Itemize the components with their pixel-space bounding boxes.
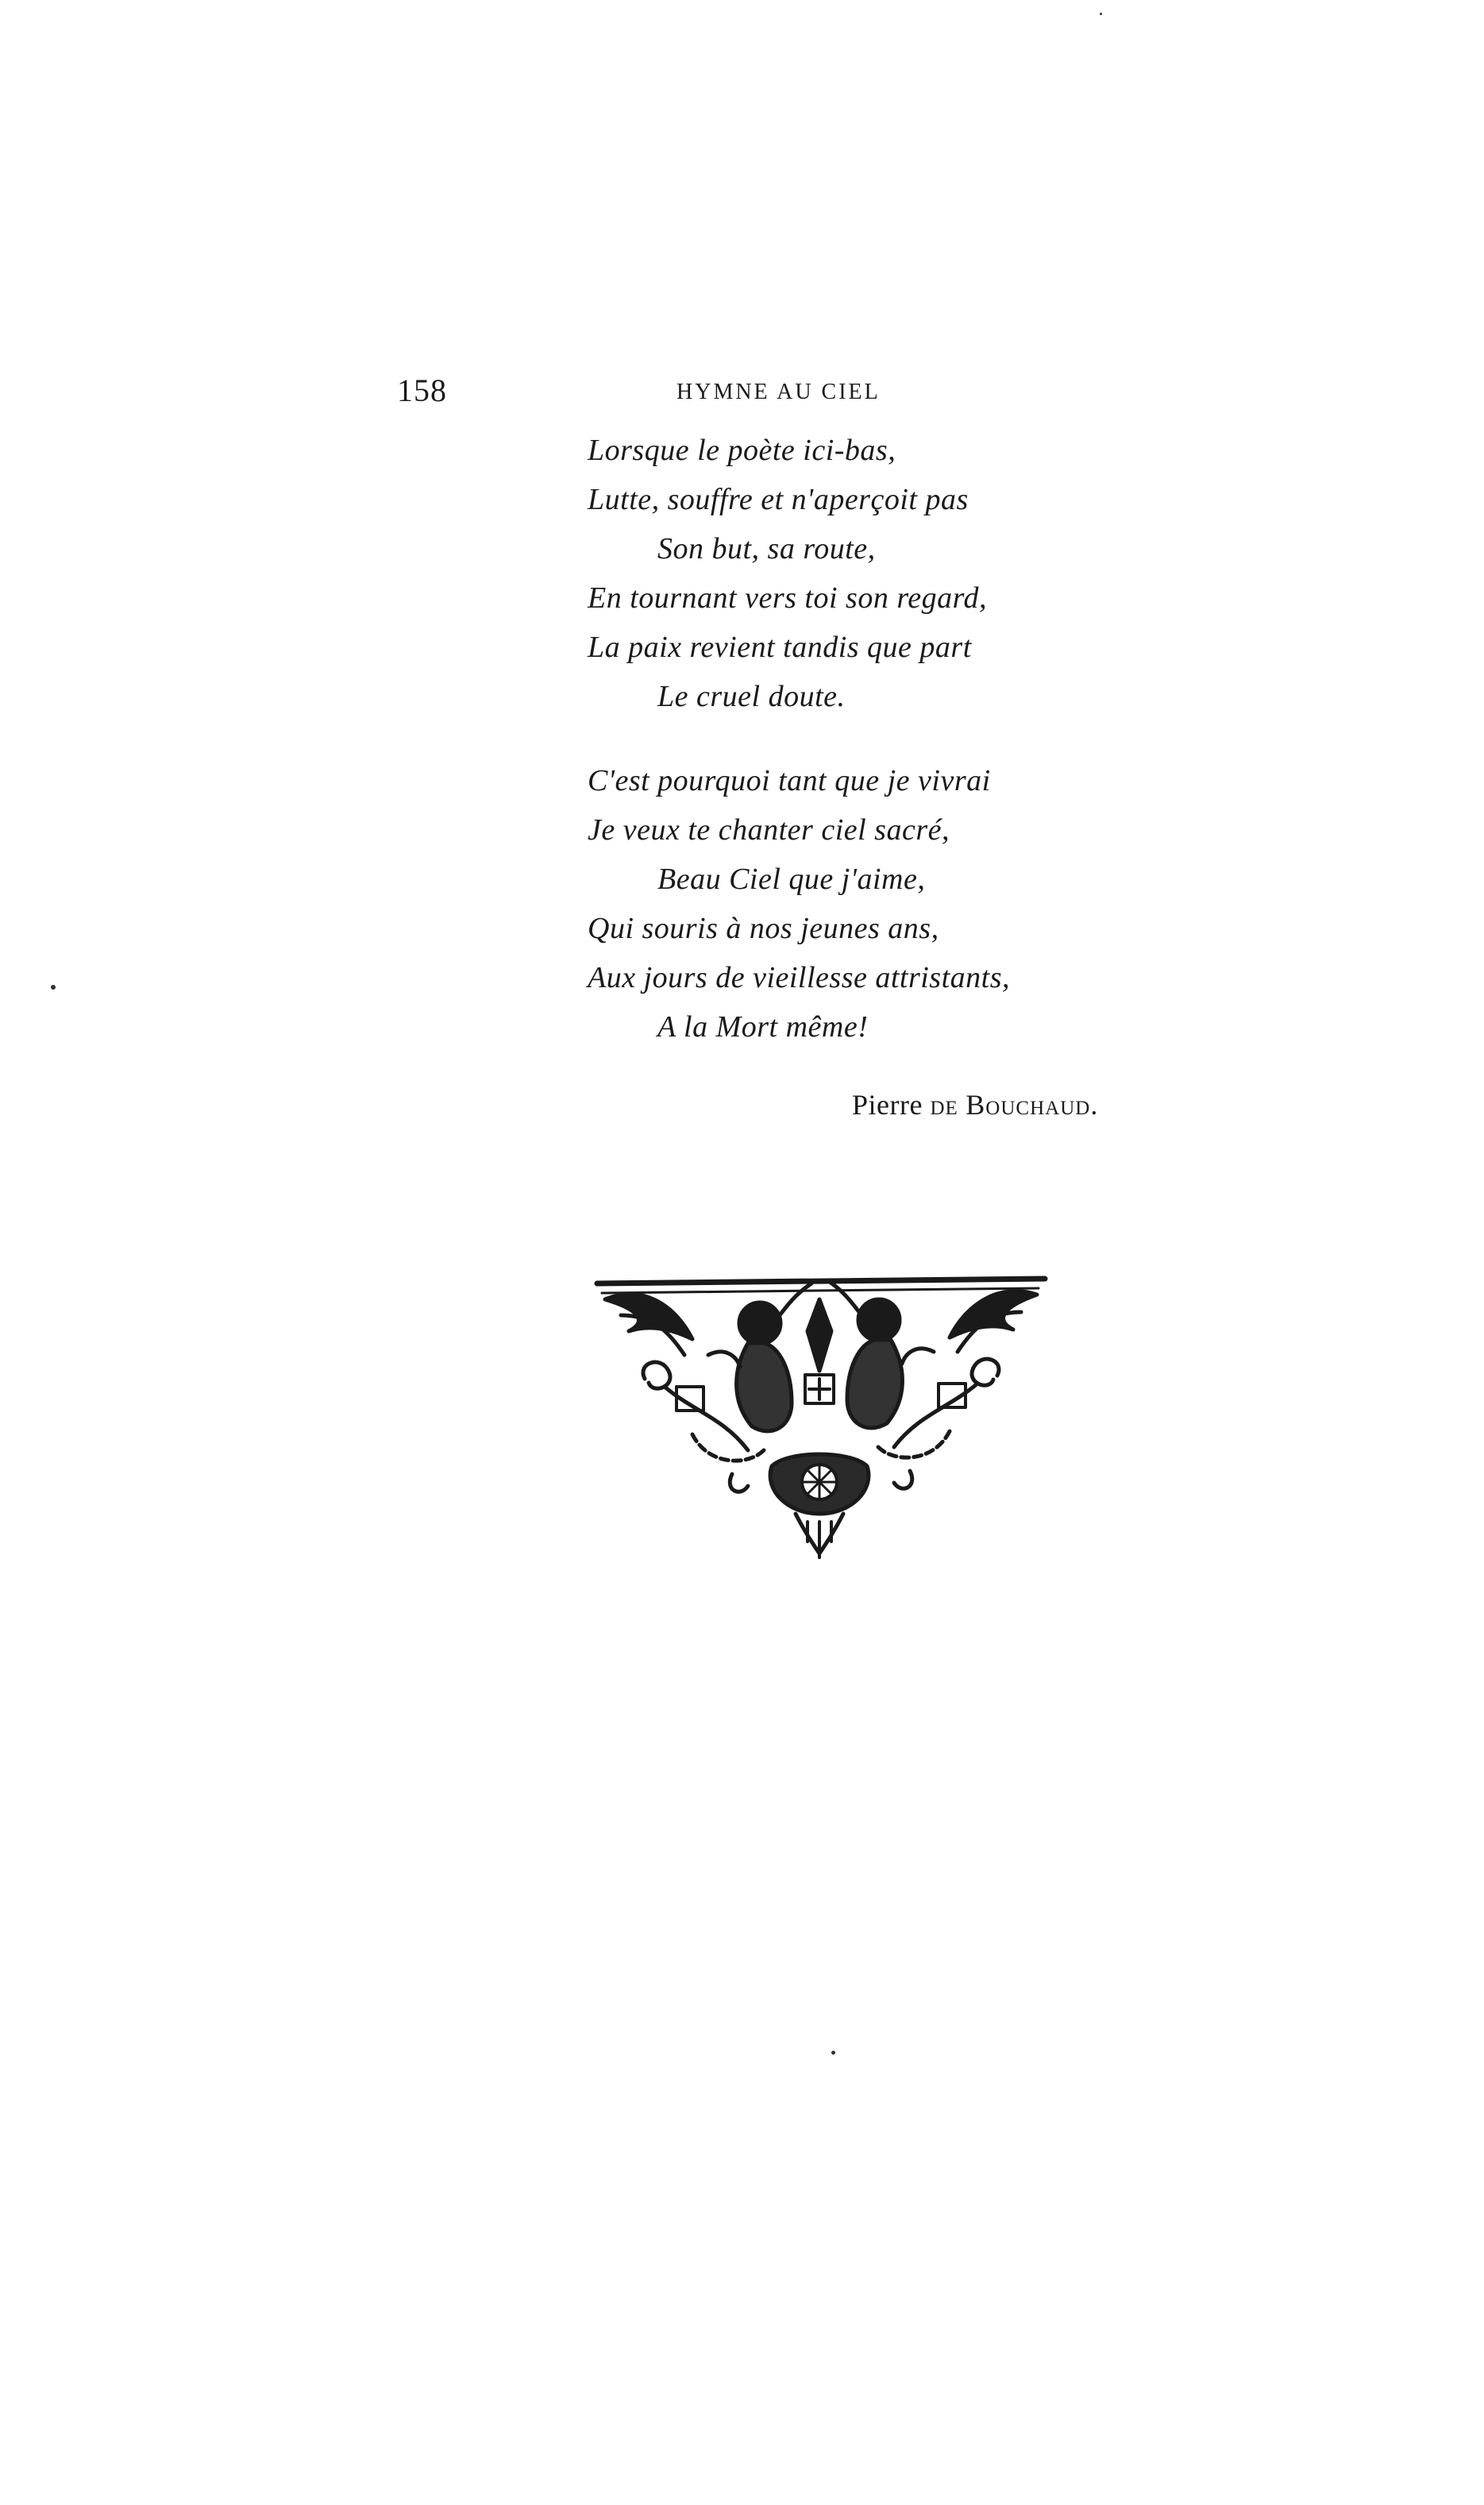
author-first-name: Pierre	[852, 1089, 923, 1121]
verse-line: A la Mort même!	[657, 1010, 869, 1044]
verse-line: Je veux te chanter ciel sacré,	[588, 813, 950, 847]
verse-line: Aux jours de vieillesse attristants,	[588, 961, 1011, 994]
paper-speck	[1100, 13, 1102, 15]
author-signature	[852, 1088, 1098, 1121]
verse-line: Le cruel doute.	[657, 680, 846, 713]
page-number: 158	[397, 372, 447, 408]
verse-line: La paix revient tandis que part	[588, 631, 972, 664]
verse-line: Lorsque le poète ici-bas,	[588, 434, 896, 467]
verse-line: Qui souris à nos jeunes ans,	[588, 912, 939, 945]
paper-speck	[831, 2051, 835, 2055]
signature-period: .	[1090, 1089, 1098, 1121]
cul-de-lampe-cherubs-ornament-icon	[589, 1268, 1053, 1561]
author-surname-prefix: de	[930, 1089, 958, 1121]
author-surname: Bouchaud	[966, 1089, 1091, 1121]
paper-speck	[51, 985, 56, 990]
verse-line: Beau Ciel que j'aime,	[657, 863, 926, 896]
verse-line: En tournant vers toi son regard,	[588, 581, 987, 615]
verse-line: C'est pourquoi tant que je vivrai	[588, 764, 991, 797]
running-title: HYMNE AU CIEL	[676, 380, 881, 404]
verse-line: Lutte, souffre et n'aperçoit pas	[588, 483, 969, 516]
verse-line: Son but, sa route,	[657, 532, 876, 565]
